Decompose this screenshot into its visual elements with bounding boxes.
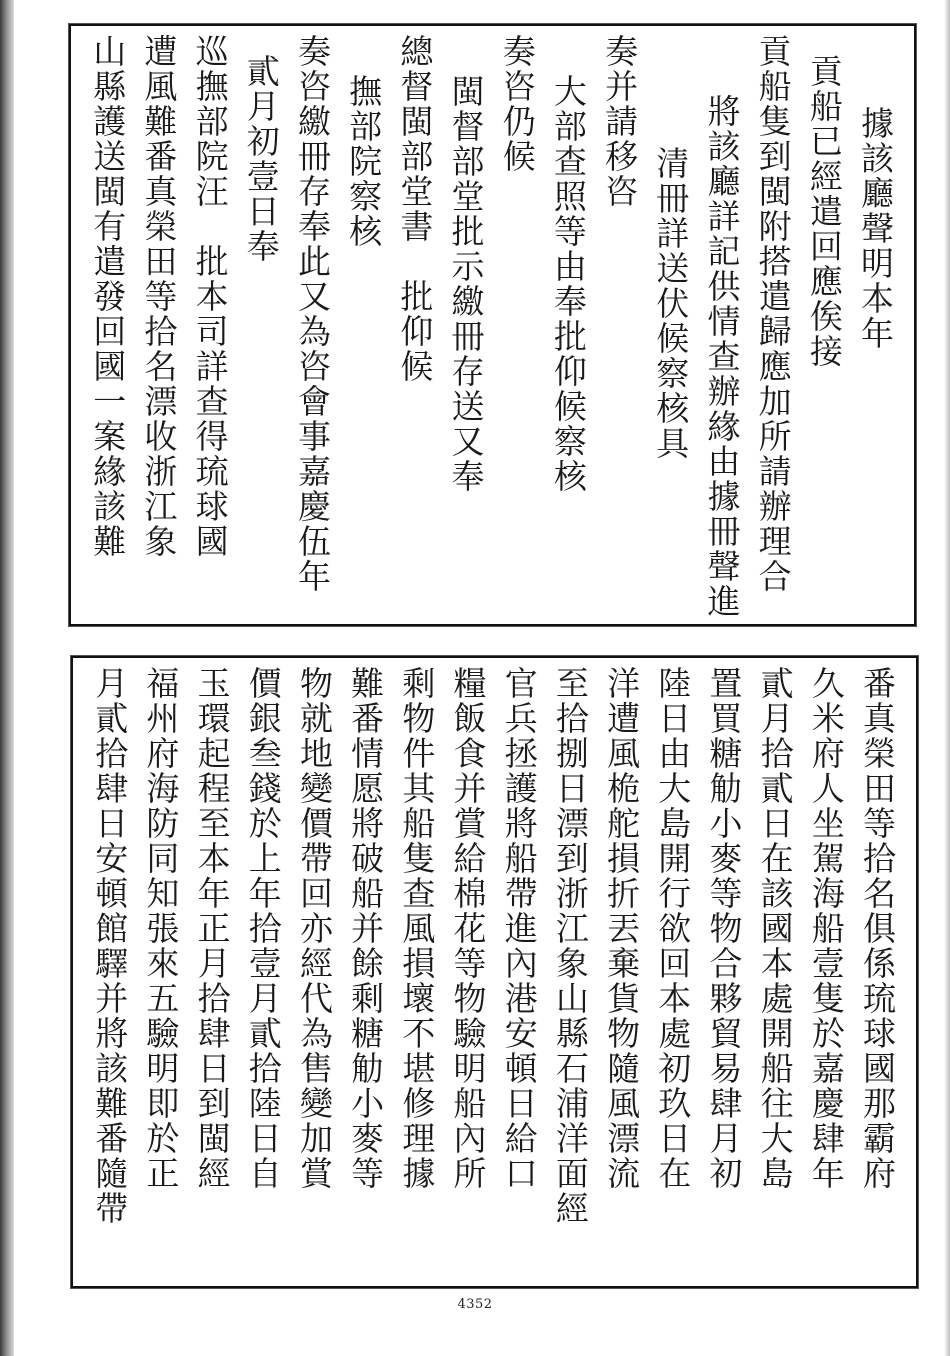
text-column: 福州府海防同知張來五驗明即於正 [141, 666, 181, 1191]
text-column: 難番情愿將破船并餘剩糖觔小麥等 [346, 666, 386, 1191]
text-column: 貢船隻到閩附搭遣歸應加所請辦理合 [753, 34, 793, 594]
text-column: 陸日由大島開行欲回本處初玖日在 [653, 666, 693, 1191]
text-column: 據該廳聲明本年 [856, 106, 895, 351]
text-columns-bottom [85, 666, 904, 1278]
text-column: 大部查照等由奉批仰候察核 [548, 74, 588, 494]
text-column: 將該廳詳記供情查辦緣由據冊聲進 [702, 94, 742, 619]
text-column: 山縣護送閩有遣發回國一案緣該難 [88, 34, 128, 559]
text-column: 至拾捌日漂到浙江象山縣石浦洋面經 [550, 666, 590, 1226]
document-page-top [69, 24, 916, 626]
text-column: 清冊詳送伏候察核具 [651, 146, 691, 461]
text-column: 貢船已經遣回應俟接 [804, 54, 844, 369]
text-column: 剩物件其船隻查風損壞不堪修理據 [397, 666, 437, 1191]
text-column: 遭風難番真榮田等拾名漂收浙江象 [139, 34, 179, 559]
text-column: 奏咨繳冊存奉此又為咨會事嘉慶伍年 [292, 34, 332, 594]
scan-binding-edge [0, 0, 14, 1356]
text-column: 巡撫部院汪 批本司詳查得琉球國 [190, 34, 230, 559]
text-column: 貳月拾貳日在該國本處開船往大島 [755, 666, 795, 1191]
text-column: 久米府人坐駕海船壹隻於嘉慶肆年 [806, 666, 846, 1191]
text-column: 置買糖觔小麥等物合夥貿易肆月初 [704, 666, 744, 1191]
text-column: 價銀叁錢於上年拾壹月貳拾陸日自 [243, 666, 283, 1191]
document-page-bottom [71, 656, 918, 1288]
text-column: 洋遭風桅舵損折丟棄貨物隨風漂流 [602, 666, 642, 1191]
text-column: 貳月初壹日奉 [241, 54, 281, 264]
scan-right-edge [944, 0, 950, 1356]
text-column: 物就地變價帶回亦經代為售變加賞 [294, 666, 334, 1191]
text-column: 奏并請移咨 [600, 34, 640, 209]
text-column: 撫部院察核 [344, 74, 384, 249]
text-column: 番真榮田等拾名俱係琉球國那霸府 [858, 666, 897, 1191]
text-column: 總督閩部堂書 批仰候 [395, 34, 435, 384]
text-column: 玉環起程至本年正月拾肆日到閩經 [192, 666, 232, 1191]
text-column: 糧飯食并賞給棉花等物驗明船內所 [448, 666, 488, 1191]
text-column: 官兵拯護將船帶進內港安頓日給口 [499, 666, 539, 1191]
text-column: 閩督部堂批示繳冊存送又奉 [446, 74, 486, 494]
text-column: 奏咨仍候 [497, 34, 537, 174]
text-column: 月貳拾肆日安頓館驛并將該難番隨帶 [90, 666, 130, 1226]
text-columns-top [83, 34, 902, 619]
page-number: 4352 [457, 1297, 493, 1312]
